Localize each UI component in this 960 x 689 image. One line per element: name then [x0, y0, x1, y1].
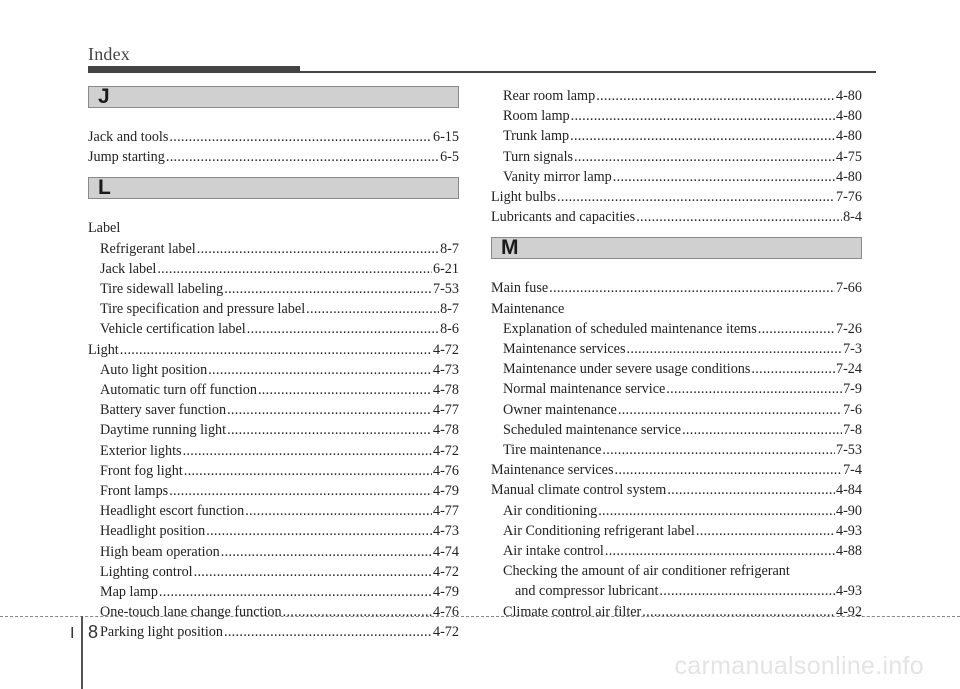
index-entry: [88, 319, 459, 339]
dot-leader: [659, 581, 835, 601]
dot-leader: [183, 441, 432, 461]
index-entry-page: 8-7: [440, 240, 459, 257]
index-entry-page: 4-93: [835, 583, 862, 600]
dot-leader: [206, 521, 432, 541]
index-entry-text: Manual climate control system: [491, 482, 667, 499]
index-entry-page: 4-75: [835, 148, 862, 165]
index-entry-text: Maintenance: [491, 300, 565, 317]
index-entry-page: 4-80: [835, 88, 862, 104]
index-entry-text: Parking light position: [100, 624, 223, 641]
index-entry: [491, 359, 862, 379]
index-entry: [88, 461, 459, 481]
index-entry-text: Maintenance services: [503, 341, 626, 358]
index-entry: [491, 400, 862, 420]
index-entry-text: Main fuse: [491, 280, 549, 297]
index-entry-page: 7-26: [835, 320, 862, 337]
index-entry: [88, 380, 459, 400]
index-entry-page: 7-53: [432, 281, 459, 298]
dot-leader: [120, 340, 432, 360]
index-entry: [491, 501, 862, 521]
index-entry-text: Jack label: [100, 260, 157, 277]
index-entry: [88, 562, 459, 582]
index-entry-page: 4-73: [432, 361, 459, 378]
index-entry: [491, 379, 862, 399]
index-entry: [88, 542, 459, 562]
index-entry-page: 4-72: [432, 624, 459, 641]
dot-leader: [570, 126, 835, 146]
index-entry-text: Jump starting: [88, 149, 165, 166]
index-entry: [491, 207, 862, 227]
dot-leader: [636, 207, 842, 227]
dot-leader: [283, 602, 432, 622]
index-entry-page: 7-9: [843, 381, 862, 398]
index-entry: [491, 187, 862, 207]
index-entry-page: 6-21: [432, 260, 459, 277]
index-entry: [491, 319, 862, 339]
index-entry-page: 4-88: [835, 543, 862, 560]
index-entry-text: Air Conditioning refrigerant label: [503, 522, 695, 539]
dot-leader: [159, 582, 432, 602]
index-entry: [88, 147, 459, 167]
index-entry-page: 4-92: [835, 603, 862, 620]
index-column-left: [88, 86, 459, 643]
footer-margin-rule: [81, 616, 83, 689]
index-entry-text: Explanation of scheduled maintenance items: [503, 320, 757, 337]
index-entry-page: 4-84: [835, 482, 862, 499]
index-entry-page: 8-4: [843, 209, 862, 226]
index-entry-text: Air intake control: [503, 543, 604, 560]
dot-leader: [613, 167, 835, 187]
dot-leader: [224, 279, 432, 299]
index-entry-text: Front lamps: [100, 483, 169, 500]
footer-divider: [0, 616, 960, 617]
index-entry-text: Headlight position: [100, 523, 206, 540]
dot-leader: [197, 239, 439, 259]
dot-leader: [615, 460, 843, 480]
dot-leader: [258, 380, 432, 400]
section-header-m: [491, 237, 862, 259]
index-entry-page: 6-5: [440, 149, 459, 166]
watermark: carmanualsonline.info: [674, 652, 924, 680]
index-entry: [88, 340, 459, 360]
dot-leader: [596, 86, 835, 106]
index-entry-text: Auto light position: [100, 361, 208, 378]
index-entry: [491, 581, 862, 601]
index-entry-text: Lubricants and capacities: [491, 209, 636, 226]
dot-leader: [169, 127, 432, 147]
dot-leader: [574, 147, 835, 167]
index-entry-text: Checking the amount of air conditioner refrigerant: [503, 563, 790, 580]
index-entry-page: 4-77: [432, 402, 459, 419]
index-entry-text: Headlight escort function: [100, 503, 245, 520]
dot-leader: [157, 259, 432, 279]
index-entry-page: 4-72: [432, 341, 459, 358]
dot-leader: [618, 400, 842, 420]
index-entry-page: 4-80: [835, 108, 862, 125]
index-entry-text: Lighting control: [100, 563, 193, 580]
index-entry: [491, 541, 862, 561]
index-entry-text: Jack and tools: [88, 129, 169, 145]
index-entry: [88, 420, 459, 440]
dot-leader: [221, 542, 432, 562]
index-entry-text: Maintenance under severe usage conditions: [503, 361, 751, 378]
index-entry: [88, 360, 459, 380]
section-letter: J: [98, 85, 110, 108]
index-entry-page: 4-73: [432, 523, 459, 540]
dot-leader: [557, 187, 835, 207]
index-entry-text: Battery saver function: [100, 402, 227, 419]
footer-section-letter: I: [70, 625, 75, 642]
index-entry: [88, 521, 459, 541]
index-entry: [88, 127, 459, 147]
dot-leader: [224, 622, 432, 642]
index-entry: [491, 460, 862, 480]
index-entry-page: 7-3: [843, 341, 862, 358]
index-entry-page: 4-90: [835, 502, 862, 519]
index-entry-text: Label: [88, 220, 121, 237]
index-entry-page: 7-76: [835, 189, 862, 206]
index-entry-text: High beam operation: [100, 543, 220, 560]
index-entry-page: 6-15: [432, 129, 459, 145]
index-entry-page: 4-93: [835, 522, 862, 539]
index-entry-text: Climate control air filter: [503, 603, 642, 620]
index-entry: [491, 126, 862, 146]
index-entry-text: Vanity mirror lamp: [503, 168, 612, 185]
index-entry-page: 8-6: [440, 321, 459, 338]
dot-leader: [627, 339, 843, 359]
index-entry-page: 4-72: [432, 442, 459, 459]
index-entry-page: 4-72: [432, 563, 459, 580]
index-entry-text: Exterior lights: [100, 442, 182, 459]
index-entry: [491, 299, 862, 319]
index-entry-text: Tire specification and pressure label: [100, 301, 306, 318]
index-entry: [88, 441, 459, 461]
index-entry-page: 7-4: [843, 462, 862, 479]
dot-leader: [602, 440, 835, 460]
index-entry-text: Turn signals: [503, 148, 574, 165]
index-entry: [491, 147, 862, 167]
index-entry-text: Normal maintenance service: [503, 381, 666, 398]
index-entry: [88, 582, 459, 602]
header-rule: [88, 71, 876, 73]
section-letter: M: [501, 236, 519, 260]
dot-leader: [306, 299, 439, 319]
index-entry: [88, 299, 459, 319]
dot-leader: [184, 461, 432, 481]
index-entry: [88, 218, 459, 238]
index-entry-page: 4-76: [432, 604, 459, 621]
section-letter: L: [98, 176, 111, 200]
index-entry: [491, 339, 862, 359]
index-entry: [88, 239, 459, 259]
dot-leader: [227, 400, 432, 420]
dot-leader: [245, 501, 432, 521]
index-entry-text: Owner maintenance: [503, 401, 617, 418]
index-entry-text: Tire maintenance: [503, 442, 602, 459]
index-column-right: [491, 86, 862, 622]
index-entry-text: Scheduled maintenance service: [503, 421, 682, 438]
dot-leader: [605, 541, 835, 561]
dot-leader: [549, 278, 835, 298]
index-entry: [88, 602, 459, 622]
index-entry: [491, 440, 862, 460]
index-entry-text: Front fog light: [100, 462, 183, 479]
index-entry: [491, 480, 862, 500]
index-entry-page: 4-80: [835, 168, 862, 185]
index-entry-page: 4-74: [432, 543, 459, 560]
index-entry-text: Daytime running light: [100, 422, 227, 439]
dot-leader: [667, 480, 835, 500]
index-entry-text: Tire sidewall labeling: [100, 281, 224, 298]
index-entry-page: 7-53: [835, 442, 862, 459]
index-entry-text: Trunk lamp: [503, 128, 570, 145]
section-header-l: [88, 177, 459, 199]
index-entry-page: 4-79: [432, 483, 459, 500]
index-entry: [88, 259, 459, 279]
index-entry: [491, 420, 862, 440]
index-entry-text: and compressor lubricant: [515, 583, 659, 600]
index-entry-page: 4-78: [432, 382, 459, 399]
index-entry: [491, 278, 862, 298]
index-entry-text: Light: [88, 341, 119, 358]
dot-leader: [696, 521, 835, 541]
index-entry-page: 7-66: [835, 280, 862, 297]
index-entry-text: Automatic turn off function: [100, 382, 257, 399]
section-header-j: [88, 86, 459, 108]
dot-leader: [758, 319, 835, 339]
index-entry-page: 4-79: [432, 584, 459, 601]
index-entry: [88, 279, 459, 299]
index-entry-text: Air conditioning: [503, 502, 598, 519]
index-entry-page: 4-76: [432, 462, 459, 479]
index-entry: [491, 167, 862, 187]
index-entry: [88, 501, 459, 521]
dot-leader: [194, 562, 432, 582]
index-entry: [491, 86, 862, 106]
index-entry-text: Map lamp: [100, 584, 158, 601]
index-entry: [491, 561, 862, 581]
index-entry-page: 4-80: [835, 128, 862, 145]
index-entry-page: 8-7: [440, 301, 459, 318]
dot-leader: [166, 147, 439, 167]
dot-leader: [227, 420, 432, 440]
dot-leader: [666, 379, 842, 399]
index-entry-page: 7-6: [843, 401, 862, 418]
index-entry: [491, 106, 862, 126]
dot-leader: [571, 106, 835, 126]
dot-leader: [751, 359, 835, 379]
index-entry-page: 4-78: [432, 422, 459, 439]
index-entry: [88, 622, 459, 642]
index-entry-text: Vehicle certification label: [100, 321, 246, 338]
index-entry-page: 4-77: [432, 503, 459, 520]
dot-leader: [642, 602, 835, 622]
index-entry: [491, 521, 862, 541]
index-entry-text: Maintenance services: [491, 462, 614, 479]
index-entry-text: Rear room lamp: [503, 88, 596, 104]
dot-leader: [682, 420, 842, 440]
footer-page-number: 8: [88, 622, 99, 642]
index-entry: [491, 602, 862, 622]
dot-leader: [247, 319, 439, 339]
index-entry-text: Light bulbs: [491, 189, 557, 206]
index-entry: [88, 481, 459, 501]
index-entry-text: Room lamp: [503, 108, 570, 125]
dot-leader: [208, 360, 432, 380]
index-entry-page: 7-24: [835, 361, 862, 378]
index-entry-text: One-touch lane change function: [100, 604, 282, 621]
index-entry: [88, 400, 459, 420]
index-entry-text: Refrigerant label: [100, 240, 196, 257]
index-entry-page: 7-8: [843, 421, 862, 438]
dot-leader: [169, 481, 432, 501]
dot-leader: [598, 501, 835, 521]
page-title: Index: [88, 44, 130, 64]
